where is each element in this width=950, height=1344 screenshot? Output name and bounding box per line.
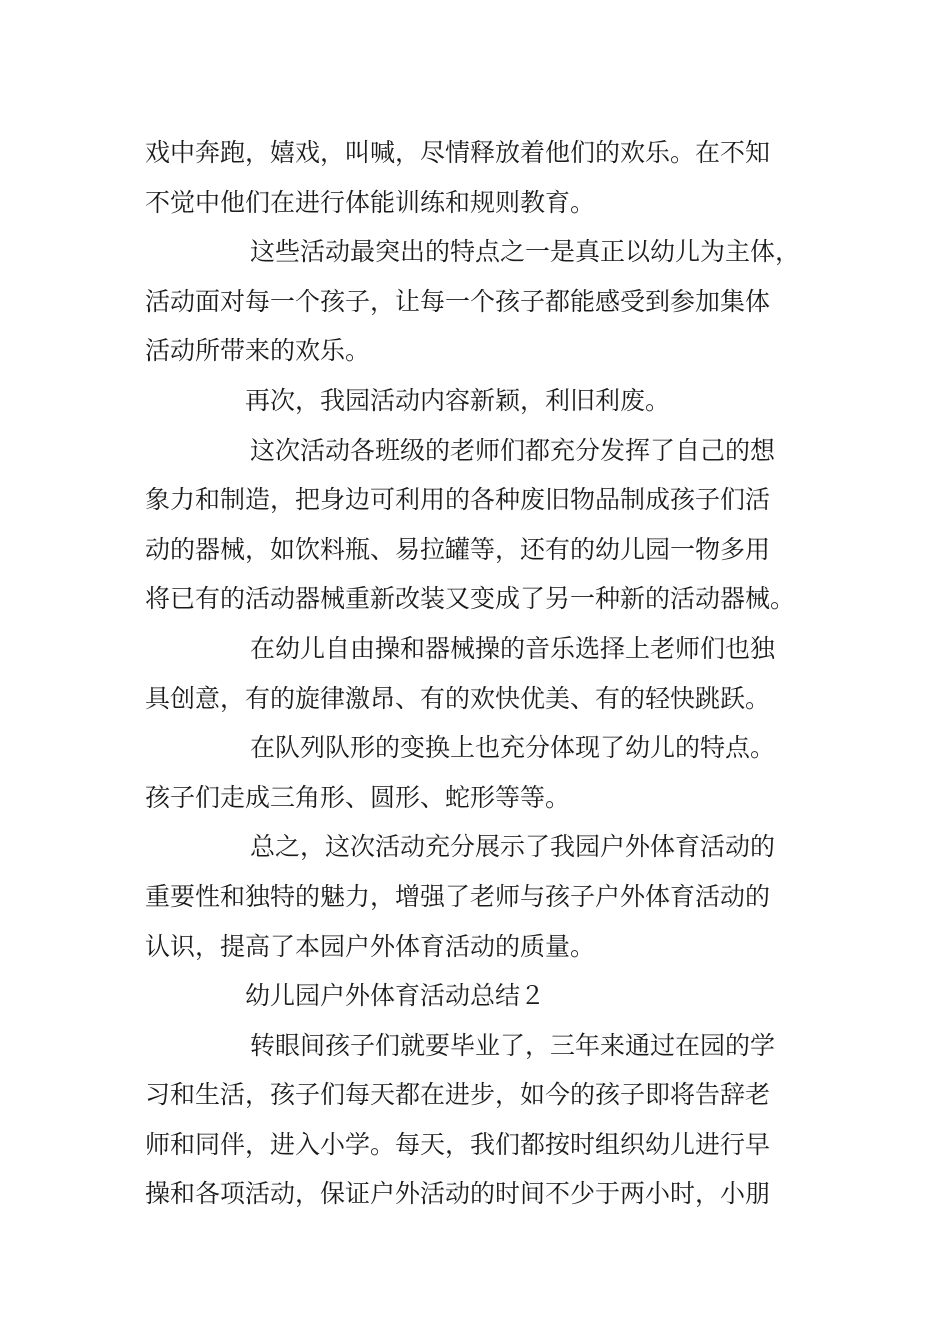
- text-line: 在幼儿自由操和器械操的音乐选择上老师们也独: [250, 633, 776, 663]
- section-heading: 幼儿园户外体育活动总结２: [245, 981, 546, 1011]
- text-line: 转眼间孩子们就要毕业了，三年来通过在园的学: [250, 1030, 776, 1060]
- text-line: 在队列队形的变换上也充分体现了幼儿的特点。: [250, 733, 776, 763]
- text-line: 戏中奔跑，嬉戏，叫喊，尽情释放着他们的欢乐。在不知: [145, 138, 771, 167]
- text-line: 习和生活，孩子们每天都在进步，如今的孩子即将告辞老: [145, 1080, 771, 1110]
- text-line: 师和同伴，进入小学。每天，我们都按时组织幼儿进行早: [145, 1129, 771, 1159]
- text-line: 具创意，有的旋律激昂、有的欢快优美、有的轻快跳跃。: [145, 683, 771, 713]
- text-line: 认识，提高了本园户外体育活动的质量。: [145, 931, 596, 961]
- text-line: 总之，这次活动充分展示了我园户外体育活动的: [250, 832, 776, 862]
- text-line: 这次活动各班级的老师们都充分发挥了自己的想: [250, 435, 776, 465]
- text-line: 这些活动最突出的特点之一是真正以幼儿为主体，: [250, 237, 801, 267]
- text-line: 再次，我园活动内容新颖，利旧利废。: [245, 385, 671, 415]
- text-line: 将已有的活动器械重新改装又变成了另一种新的活动器械。: [145, 584, 796, 614]
- text-line: 孩子们走成三角形、圆形、蛇形等等。: [145, 782, 571, 812]
- text-line: 活动所带来的欢乐。: [145, 336, 371, 366]
- text-line: 象力和制造，把身边可利用的各种废旧物品制成孩子们活: [145, 485, 771, 515]
- text-line: 重要性和独特的魅力，增强了老师与孩子户外体育活动的: [145, 881, 771, 911]
- text-line: 操和各项活动，保证户外活动的时间不少于两小时，小朋: [145, 1179, 771, 1209]
- document-body: [145, 128, 815, 1219]
- text-line: 不觉中他们在进行体能训练和规则教育。: [145, 187, 596, 217]
- text-line: 活动面对每一个孩子，让每一个孩子都能感受到参加集体: [145, 286, 771, 316]
- text-line: 动的器械，如饮料瓶、易拉罐等，还有的幼儿园一物多用: [145, 534, 771, 564]
